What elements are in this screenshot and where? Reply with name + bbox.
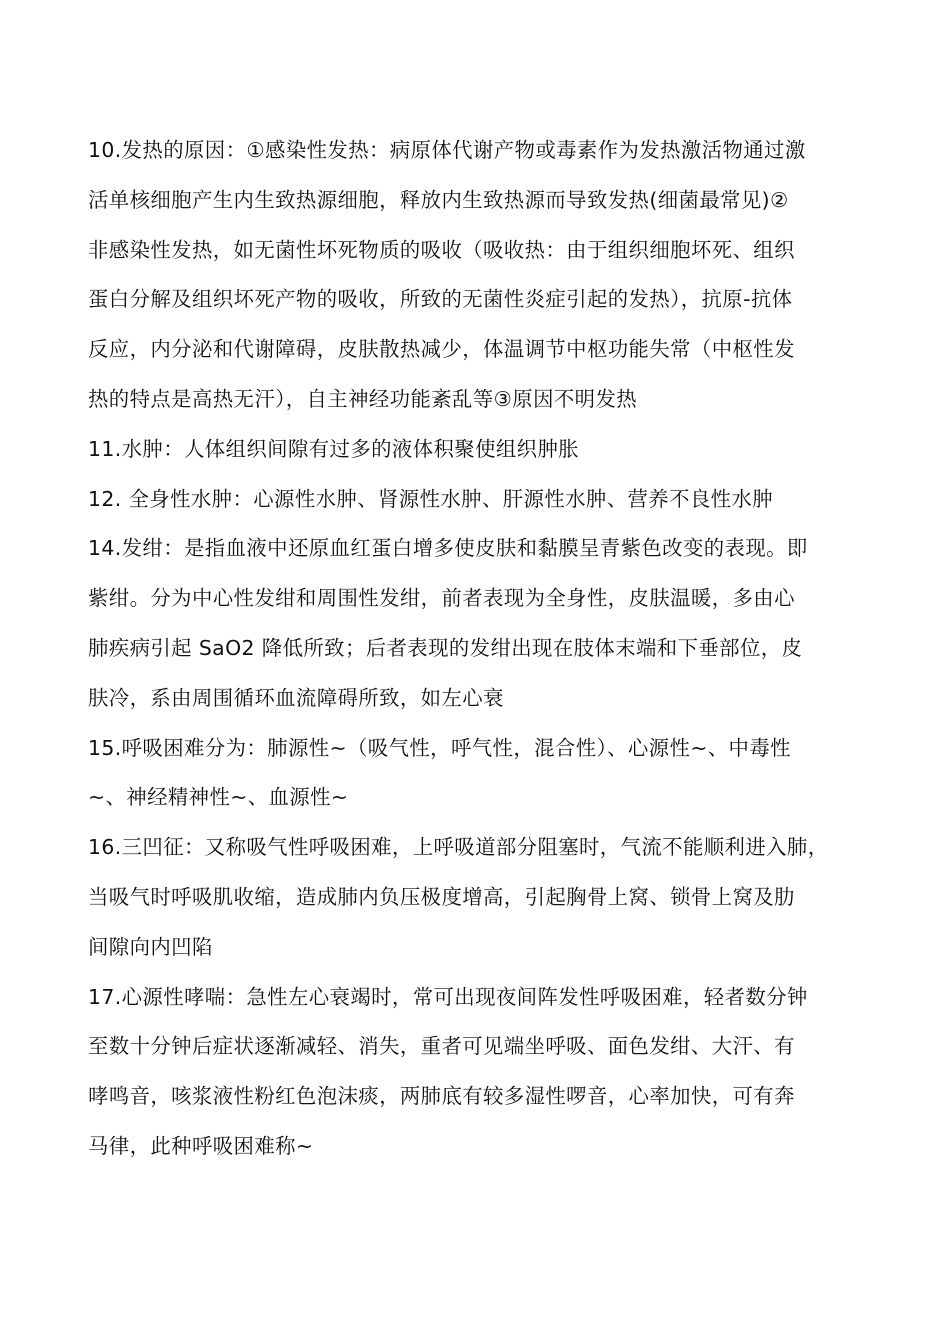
text-line: 至数十分钟后症状逐渐减轻、消失，重者可见端坐呼吸、面色发绀、大汗、有	[88, 1034, 795, 1059]
text-line: 15.呼吸困难分为：肺源性~（吸气性，呼气性，混合性）、心源性~、中毒性	[88, 735, 791, 760]
text-line: 17.心源性哮喘：急性左心衰竭时，常可出现夜间阵发性呼吸困难，轻者数分钟	[88, 984, 808, 1009]
text-line: 紫绀。分为中心性发绀和周围性发绀，前者表现为全身性，皮肤温暖，多由心	[88, 586, 795, 611]
text-line: 马律，此种呼吸困难称~	[88, 1133, 314, 1158]
text-line: 11.水肿：人体组织间隙有过多的液体积聚使组织肿胀	[88, 436, 580, 461]
text-line: 14.发绀：是指血液中还原血红蛋白增多使皮肤和黏膜呈青紫色改变的表现。即	[88, 536, 808, 561]
text-line: 肺疾病引起 SaO2 降低所致；后者表现的发绀出现在肢体末端和下垂部位，皮	[88, 635, 803, 660]
text-line: 间隙向内凹陷	[88, 934, 213, 959]
text-line: 活单核细胞产生内生致热源细胞，释放内生致热源而导致发热(细菌最常见)②	[88, 187, 789, 212]
text-line: 蛋白分解及组织坏死产物的吸收，所致的无菌性炎症引起的发热），抗原-抗体	[88, 287, 793, 312]
text-line: 热的特点是高热无汗），自主神经功能紊乱等③原因不明发热	[88, 386, 638, 411]
text-line: 哮鸣音，咳浆液性粉红色泡沫痰，两肺底有较多湿性啰音，心率加快，可有奔	[88, 1084, 795, 1109]
text-line: 肤冷，系由周围循环血流障碍所致，如左心衰	[88, 685, 504, 710]
text-line: ~、神经精神性~、血源性~	[88, 785, 349, 810]
text-line: 16.三凹征：又称吸气性呼吸困难，上呼吸道部分阻塞时，气流不能顺利进入肺，	[88, 835, 829, 860]
document-page	[88, 126, 878, 1172]
text-line: 非感染性发热，如无菌性坏死物质的吸收（吸收热：由于组织细胞坏死、组织	[88, 237, 795, 262]
text-line: 12. 全身性水肿：心源性水肿、肾源性水肿、肝源性水肿、营养不良性水肿	[88, 486, 774, 511]
text-line: 反应，内分泌和代谢障碍，皮肤散热减少，体温调节中枢功能失常（中枢性发	[88, 337, 795, 362]
text-line: 10.发热的原因：①感染性发热：病原体代谢产物或毒素作为发热激活物通过激	[88, 138, 806, 162]
text-line: 当吸气时呼吸肌收缩，造成肺内负压极度增高，引起胸骨上窝、锁骨上窝及肋	[88, 884, 795, 909]
